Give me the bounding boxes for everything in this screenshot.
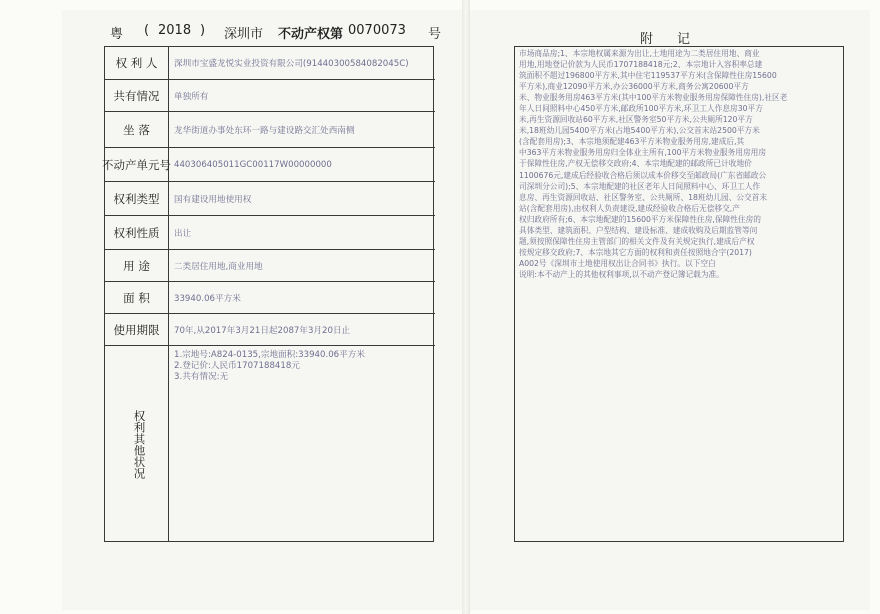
header-open-paren: (: [144, 23, 150, 38]
appendix-line: 具体类型、建筑面积、户型结构、建设标准、建成收购及后期监管等问: [519, 225, 758, 235]
appendix-line: 平方米),商业12090平方米,办公36000平方米,商务公寓20600平方: [519, 82, 749, 92]
appendix-line: 筑面积不超过196800平方米,其中住宅119537平方米(含保障性住房15600: [519, 71, 777, 81]
field-value: 单独所有: [174, 92, 209, 102]
appendix-line: 米、物业服务用房463平方米(其中100平方米物业服务用房保障性住房),社区老: [519, 93, 788, 103]
other-rights-line: 1.宗地号:A824-0135,宗地面积:33940.06平方米: [174, 350, 365, 360]
appendix-line: 中363平方米物业服务用房归全体业主所有,100平方米物业服务用房用房: [519, 148, 767, 158]
header-cert-type: 不动产权第: [278, 27, 344, 42]
appendix-title: 附记: [639, 32, 714, 47]
appendix-text: [519, 48, 839, 280]
field-label: 共有情况: [105, 80, 169, 112]
field-label: 坐 落: [105, 112, 169, 148]
field-value: 440306405011GC00117W00000000: [174, 160, 332, 170]
row-location: [105, 111, 435, 148]
appendix-line: 用地,用地登记价款为人民币1707188418元;2、本宗地计入容积率总建: [519, 60, 763, 70]
appendix-line: 年人日间照料中心450平方米,邮政所100平方米,环卫工人作息房30平方: [519, 104, 763, 114]
field-label: 权利类型: [105, 182, 169, 216]
page-fold: [462, 0, 470, 614]
field-label: 不动产单元号: [105, 148, 169, 182]
field-label: 权 利 人: [105, 47, 169, 79]
row-right-type: [105, 181, 435, 216]
field-label: 使用期限: [105, 314, 169, 346]
certificate-header: [110, 16, 440, 46]
field-label: 面 积: [105, 282, 169, 314]
appendix-line: 1100676元,建成后经验收合格后须以成本价移交至邮政局(广东省邮政公: [519, 170, 767, 180]
field-value: 70年,从2017年3月21日起2087年3月20日止: [174, 326, 351, 336]
header-province: 粤: [110, 27, 124, 42]
row-area: [105, 281, 435, 314]
appendix-line: 权归政府所有;6、本宗地配建的15600平方米保障性住房,保障性住房的: [519, 214, 761, 224]
other-rights-label-cell: [105, 346, 169, 542]
row-usage: [105, 249, 435, 282]
other-rights-value: [174, 350, 432, 383]
appendix-line: 米,18班幼儿园5400平方米(占地5400平方米),公交首末站2500平方米: [519, 126, 760, 136]
appendix-line: 说明:本不动产上的其他权利事项,以不动产登记簿记载为准。: [519, 269, 724, 279]
field-value: 深圳市宝盛龙悦实业投资有限公司(91440300584082045C): [174, 59, 409, 69]
field-value: 龙华街道办事处东环一路与建设路交汇处西南侧: [174, 126, 355, 136]
row-owner: [105, 47, 435, 79]
other-rights-line: 2.登记价:人民币1707188418元: [174, 361, 300, 371]
appendix-line: 息房、再生资源回收站、社区警务室、公共厕所、18班幼儿园、公交首末: [519, 192, 768, 202]
field-value: 国有建设用地使用权: [174, 195, 252, 205]
appendix-line: 市场商品房;1、本宗地权属来源为出让,土地用途为二类居住用地、商业: [519, 49, 760, 58]
field-label: 用 途: [105, 250, 169, 282]
header-close-paren: ): [200, 23, 206, 38]
appendix-line: 米,再生资源回收站60平方米,社区警务室50平方米,公共厕所120平方: [519, 115, 753, 125]
row-right-nature: [105, 215, 435, 250]
header-suffix: 号: [428, 27, 442, 42]
header-city: 深圳市: [224, 27, 264, 42]
appendix-line: A002号《深圳市土地使用权出让合同书》执行。以下空白: [519, 258, 716, 268]
appendix-line: 于保障性住房,产权无偿移交政府;4、本宗地配建的邮政所已计收地价: [519, 159, 752, 169]
other-rights-label: 权利其他状况: [132, 409, 147, 479]
header-year: 2018: [158, 23, 192, 38]
field-value: 出让: [174, 229, 192, 239]
appendix-line: 按规定移交政府;7、本宗地其它方面的权利和责任按照地合字(2017): [519, 247, 752, 257]
field-value: 二类居住用地,商业用地: [174, 262, 263, 272]
appendix-line: 司深圳分公司);5、本宗地配建的社区老年人日间照料中心、环卫工人作: [519, 181, 761, 191]
row-other-rights: [105, 345, 435, 542]
appendix-line: 站(含配套用房),由权利人负责建设,建成经验收合格后无偿移交,产: [519, 203, 740, 213]
property-info-table: [104, 46, 434, 542]
header-cert-number: 0070073: [348, 23, 406, 38]
row-co-ownership: [105, 79, 435, 112]
appendix-line: (含配套用房);3、本宗地须配建463平方米物业服务用房,建成后,其: [519, 137, 745, 147]
other-rights-line: 3.共有情况:无: [174, 372, 229, 382]
appendix-line: 题,须按照保障性住房主管部门的相关文件及有关规定执行,建成后产权: [519, 236, 755, 246]
field-label: 权利性质: [105, 216, 169, 250]
field-value: 33940.06平方米: [174, 294, 241, 304]
row-term: [105, 313, 435, 346]
row-unit-number: [102, 147, 435, 182]
